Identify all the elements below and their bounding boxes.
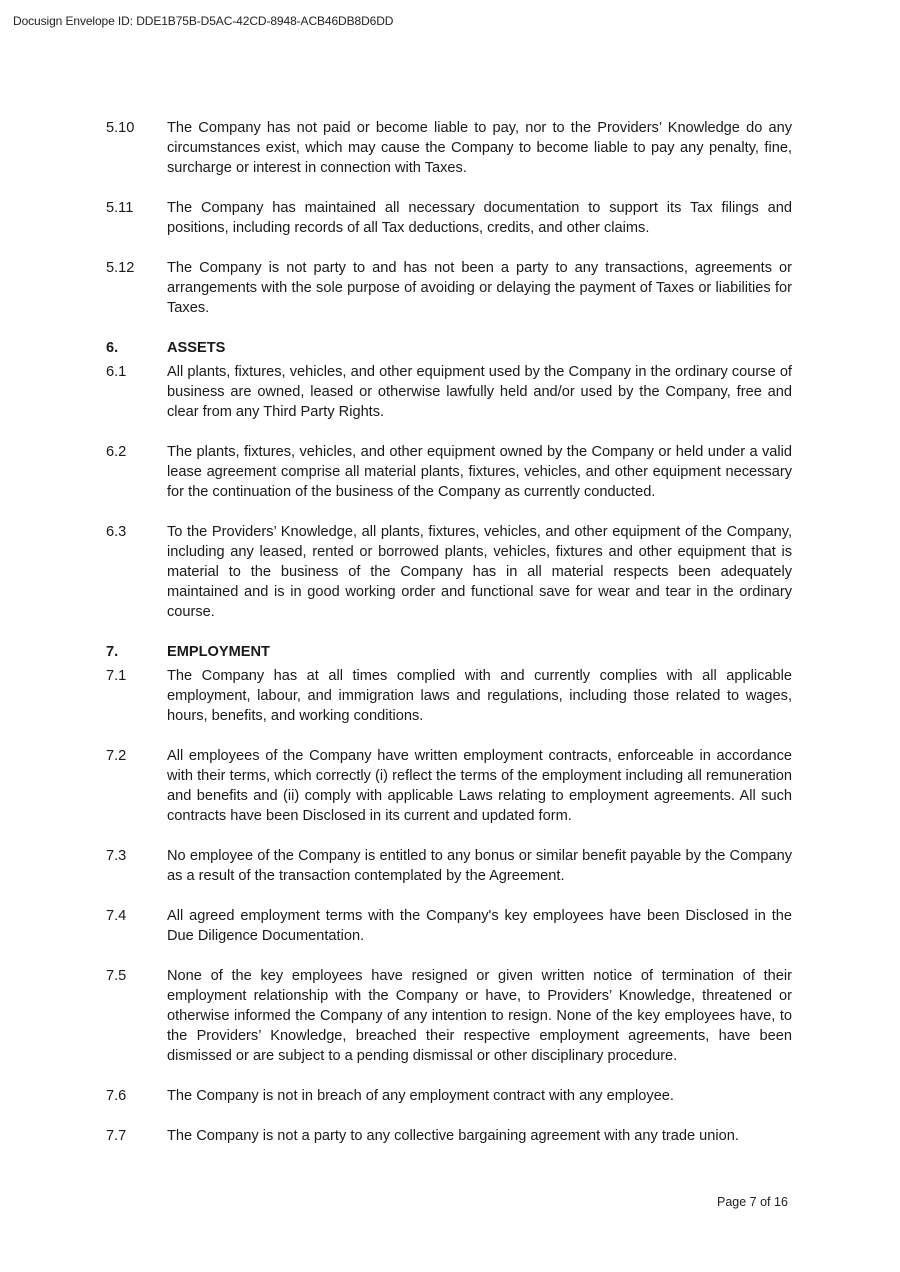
clause-number: 6.3 <box>106 524 127 540</box>
section-number: 6. <box>106 340 119 356</box>
clause-number: 7.1 <box>106 668 127 684</box>
clause-number: 7.4 <box>106 908 127 924</box>
clause-text: To the Providers’ Knowledge, all plants, fixtures, vehicles, and other equipment of the Company, including any leased, rented or borrowed plants, vehicles, fixtures and other equipment that is material to the business of the Company has in all material respects been adequately maintained and is in good working order and functional save for wear and tear in the ordinary course. <box>167 524 792 620</box>
clause-text: The Company is not party to and has not been a party to any transactions, agreements or arrangements with the sole purpose of avoiding or delaying the payment of Taxes or liabilities for Taxes. <box>167 260 792 316</box>
clause-number: 7.6 <box>106 1088 127 1104</box>
clause-7-1 <box>106 666 792 726</box>
clause-5-12 <box>106 258 792 318</box>
section-title: EMPLOYMENT <box>167 644 270 660</box>
clause-6-1 <box>106 362 792 422</box>
section-heading-employment <box>106 642 792 662</box>
clause-7-2 <box>106 746 792 826</box>
clause-number: 7.5 <box>106 968 127 984</box>
clause-text: The Company is not a party to any collective bargaining agreement with any trade union. <box>167 1128 739 1144</box>
clause-7-6 <box>106 1086 792 1106</box>
clause-7-3 <box>106 846 792 886</box>
clause-text: All agreed employment terms with the Company's key employees have been Disclosed in the Due Diligence Documentation. <box>167 908 792 944</box>
clause-5-11 <box>106 198 792 238</box>
section-number: 7. <box>106 644 119 660</box>
clause-6-2 <box>106 442 792 502</box>
clause-text: The Company has maintained all necessary documentation to support its Tax filings and positions, including records of all Tax deductions, credits, and other claims. <box>167 200 792 236</box>
clause-number: 7.3 <box>106 848 127 864</box>
clause-text: None of the key employees have resigned or given written notice of termination of their employment relationship with the Company or have, to Providers’ Knowledge, threatened or otherwise informed the Company of any intention to resign. None of the key employees have, to the Providers’ Knowledge, breached their respective employment agreements, have been dismissed or are subject to a pending dismissal or other disciplinary procedure. <box>167 968 792 1064</box>
clause-7-4 <box>106 906 792 946</box>
envelope-id: Docusign Envelope ID: DDE1B75B-D5AC-42CD-8948-ACB46DB8D6DD <box>13 14 394 28</box>
clause-text: All employees of the Company have written employment contracts, enforceable in accordance with their terms, which correctly (i) reflect the terms of the employment including all remuneration and benefits and (ii) comply with applicable Laws relating to employment agreements. All such contracts have been Disclosed in its current and updated form. <box>167 748 792 824</box>
clause-text: The Company has not paid or become liable to pay, nor to the Providers’ Knowledge do any circumstances exist, which may cause the Company to become liable to pay any penalty, fine, surcharge or interest in connection with Taxes. <box>167 120 792 176</box>
clause-number: 6.1 <box>106 364 127 380</box>
clause-text: All plants, fixtures, vehicles, and other equipment used by the Company in the ordinary course of business are owned, leased or otherwise lawfully held and/or used by the Company, free and clear from any Third Party Rights. <box>167 364 792 420</box>
clause-7-7 <box>106 1126 792 1146</box>
clause-number: 7.7 <box>106 1128 127 1144</box>
clause-number: 5.11 <box>106 200 134 216</box>
clause-number: 7.2 <box>106 748 127 764</box>
section-heading-assets <box>106 338 792 358</box>
clause-number: 5.10 <box>106 120 135 136</box>
clause-text: The Company is not in breach of any employment contract with any employee. <box>167 1088 674 1104</box>
clause-text: The Company has at all times complied with and currently complies with all applicable employment, labour, and immigration laws and regulations, including those related to wages, hours, benefits, and working conditions. <box>167 668 792 724</box>
clause-number: 6.2 <box>106 444 127 460</box>
document-body <box>106 118 792 1166</box>
clause-text: No employee of the Company is entitled to any bonus or similar benefit payable by the Company as a result of the transaction contemplated by the Agreement. <box>167 848 792 884</box>
clause-6-3 <box>106 522 792 622</box>
clause-text: The plants, fixtures, vehicles, and other equipment owned by the Company or held under a valid lease agreement comprise all material plants, fixtures, vehicles, and other equipment necessary for the continuation of the business of the Company as currently conducted. <box>167 444 792 500</box>
clause-5-10 <box>106 118 792 178</box>
clause-7-5 <box>106 966 792 1066</box>
page-number: Page 7 of 16 <box>717 1195 788 1209</box>
clause-number: 5.12 <box>106 260 135 276</box>
section-title: ASSETS <box>167 340 226 356</box>
